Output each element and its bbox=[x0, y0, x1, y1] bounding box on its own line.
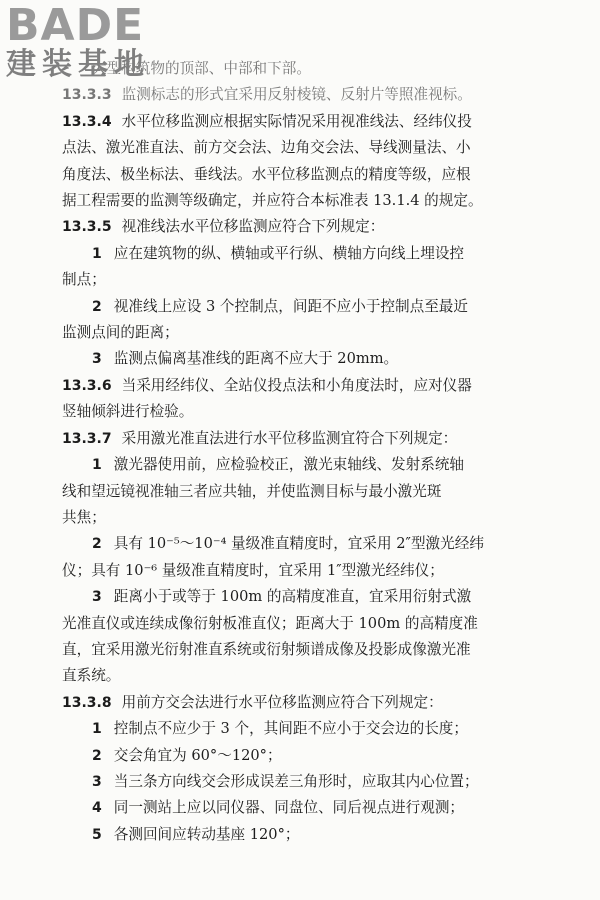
line-text: 监测点间的距离； bbox=[62, 324, 179, 342]
document-page bbox=[62, 56, 562, 848]
list-item-line bbox=[62, 452, 562, 478]
text-line bbox=[62, 505, 562, 531]
clause-number: 13.3.8 bbox=[62, 694, 112, 711]
list-item-line bbox=[62, 795, 562, 821]
line-text: 视准线上应设 3 个控制点，间距不应小于控制点至最近 bbox=[113, 297, 468, 315]
line-text: 监测标志的形式宜采用反射棱镜、反射片等照准视标。 bbox=[121, 86, 472, 104]
line-text: 大型构筑物的顶部、中部和下部。 bbox=[92, 60, 311, 77]
item-number: 2 bbox=[92, 298, 102, 315]
list-item-line bbox=[62, 241, 562, 267]
list-item-line bbox=[62, 294, 562, 320]
line-text: 距离小于或等于 100m 的高精度准直，宜采用衍射式激 bbox=[113, 588, 472, 606]
line-text: 采用激光准直法进行水平位移监测宜符合下列规定： bbox=[121, 429, 458, 447]
clause-line bbox=[62, 82, 562, 108]
line-text: 同一测站上应以同仪器、同盘位、同后视点进行观测； bbox=[113, 799, 465, 817]
list-item-line bbox=[62, 716, 562, 742]
text-line bbox=[62, 611, 562, 637]
list-item-line bbox=[62, 584, 562, 610]
line-text: 共焦； bbox=[62, 508, 106, 526]
watermark-logo bbox=[6, 2, 150, 82]
line-text: 应在建筑物的纵、横轴或平行纵、横轴方向线上埋设控 bbox=[113, 244, 465, 262]
item-number: 2 bbox=[92, 536, 102, 553]
clause-line bbox=[62, 690, 562, 716]
line-text: 制点； bbox=[62, 271, 106, 289]
list-item-line bbox=[62, 822, 562, 848]
clause-line bbox=[62, 214, 562, 240]
line-text: 监测点偏离基准线的距离不应大于 20mm。 bbox=[113, 350, 399, 368]
item-number: 5 bbox=[92, 826, 102, 843]
item-number: 3 bbox=[92, 773, 102, 790]
list-item-line bbox=[62, 769, 562, 795]
line-text: 光准直仪或连续成像衍射板准直仪；距离大于 100m 的高精度准 bbox=[62, 614, 478, 632]
clause-number: 13.3.4 bbox=[62, 113, 112, 130]
text-line bbox=[62, 320, 562, 346]
clause-line bbox=[62, 109, 562, 135]
text-line bbox=[62, 162, 562, 188]
line-text: 控制点不应少于 3 个，其间距不应小于交会边的长度； bbox=[113, 720, 468, 738]
line-text: 视准线法水平位移监测应符合下列规定： bbox=[121, 218, 385, 236]
logo-subtitle: 建装基地 bbox=[6, 47, 150, 82]
text-line bbox=[62, 558, 562, 584]
item-number: 1 bbox=[92, 457, 102, 474]
text-line bbox=[62, 135, 562, 161]
text-line bbox=[62, 663, 562, 689]
item-number: 2 bbox=[92, 747, 102, 764]
line-text: 角度法、极坐标法、垂线法。水平位移监测点的精度等级，应根 bbox=[62, 165, 471, 183]
line-text: 直系统。 bbox=[62, 667, 121, 685]
line-text: 仪；具有 10⁻⁶ 量级准直精度时，宜采用 1″型激光经纬仪； bbox=[62, 561, 444, 579]
list-item-line bbox=[62, 743, 562, 769]
text-line bbox=[62, 188, 562, 214]
line-text: 水平位移监测应根据实际情况采用视准线法、经纬仪投 bbox=[121, 112, 472, 130]
line-text: 线和望远镜视准轴三者应共轴，并使监测目标与最小激光斑 bbox=[62, 482, 442, 500]
item-number: 3 bbox=[92, 589, 102, 606]
clause-number: 13.3.6 bbox=[62, 377, 112, 394]
clause-number: 13.3.7 bbox=[62, 430, 112, 447]
clause-number: 13.3.5 bbox=[62, 219, 112, 236]
text-line bbox=[62, 637, 562, 663]
line-text: 竖轴倾斜进行检验。 bbox=[62, 403, 194, 421]
line-text: 激光器使用前，应检验校正，激光束轴线、发射系统轴 bbox=[113, 456, 465, 474]
text-line bbox=[62, 267, 562, 293]
item-number: 1 bbox=[92, 245, 102, 262]
clause-number: 13.3.3 bbox=[62, 87, 112, 104]
list-item-line bbox=[62, 346, 562, 372]
item-number: 3 bbox=[92, 351, 102, 368]
line-text: 具有 10⁻⁵～10⁻⁴ 量级准直精度时，宜采用 2″型激光经纬 bbox=[113, 535, 484, 553]
clause-line bbox=[62, 373, 562, 399]
line-text: 当三条方向线交会形成误差三角形时，应取其内心位置； bbox=[113, 772, 479, 790]
line-text: 当采用经纬仪、全站仪投点法和小角度法时，应对仪器 bbox=[121, 376, 472, 394]
line-text: 点法、激光准直法、前方交会法、边角交会法、导线测量法、小 bbox=[62, 139, 471, 157]
line-text: 各测回间应转动基座 120°； bbox=[113, 825, 300, 843]
line-text: 据工程需要的监测等级确定，并应符合本标准表 13.1.4 的规定。 bbox=[62, 192, 483, 210]
item-number: 1 bbox=[92, 721, 102, 738]
line-text: 直，宜采用激光衍射准直系统或衍射频谱成像及投影成像激光准 bbox=[62, 640, 471, 658]
line-text: 交会角宜为 60°～120°； bbox=[113, 746, 282, 764]
logo-wordmark: BADE bbox=[6, 0, 145, 51]
item-number: 4 bbox=[92, 800, 102, 817]
text-line bbox=[62, 479, 562, 505]
clause-line bbox=[62, 426, 562, 452]
line-text: 用前方交会法进行水平位移监测应符合下列规定： bbox=[121, 693, 443, 711]
text-line bbox=[62, 399, 562, 425]
list-item-line bbox=[62, 531, 562, 557]
